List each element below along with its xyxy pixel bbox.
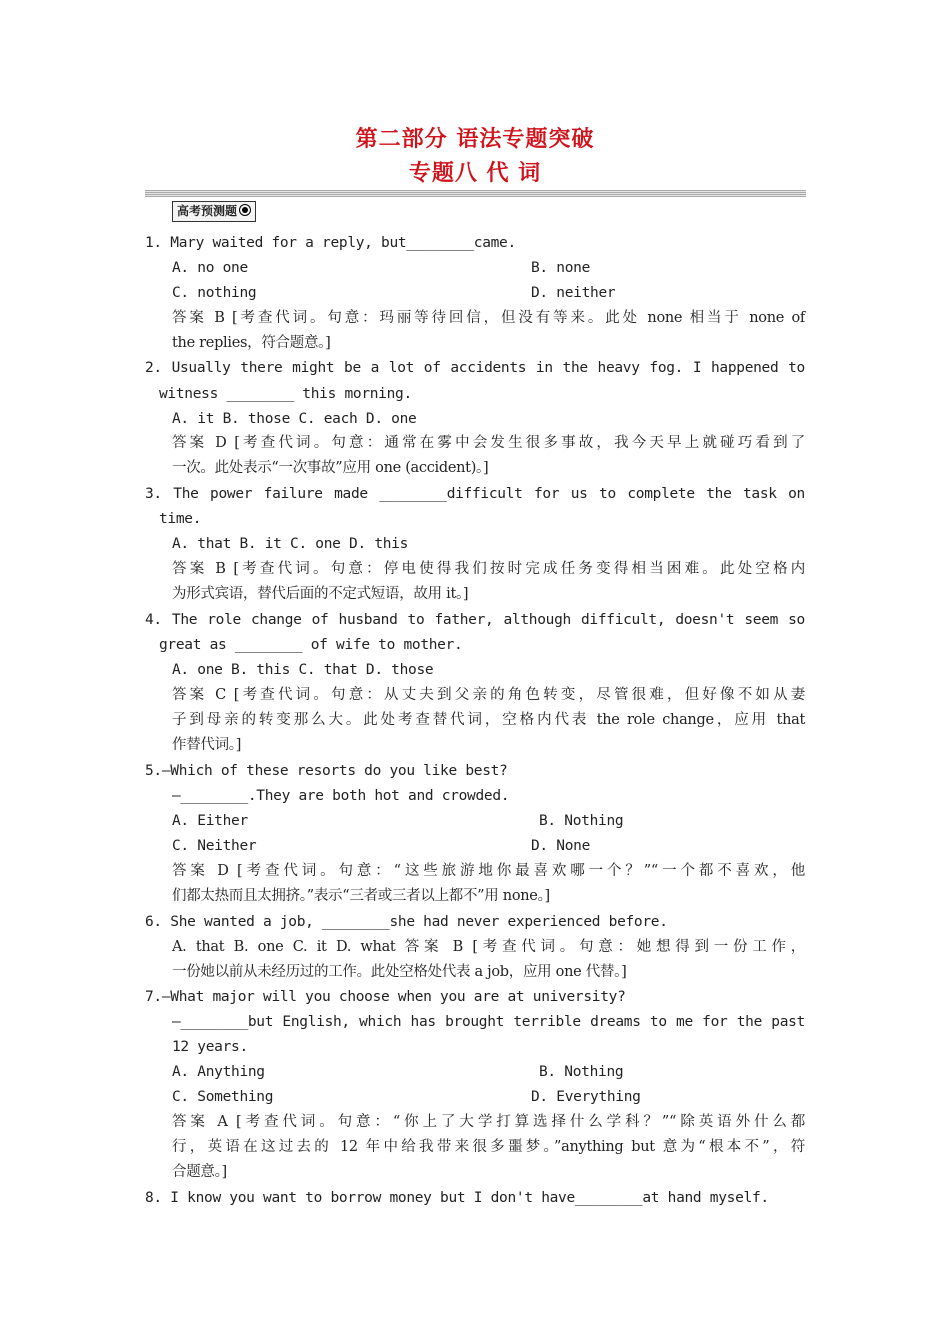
answer-line: 答案 B [考查代词。句意：停电使得我们按时完成任务变得相当困难。此处空格内 <box>172 561 805 577</box>
answer-line: 作替代词。] <box>172 737 242 753</box>
question-line: 12 years. <box>172 1039 248 1055</box>
header-divider <box>145 190 806 197</box>
badge-label: 高考预测题 <box>177 204 238 218</box>
question-line: —________.They are both hot and crowded. <box>172 788 510 804</box>
question-line: 1. Mary waited for a reply, but________came. <box>145 235 516 251</box>
answer-line: A. that B. one C. it D. what 答案 B [考查代词。句意：她想得到一份工作， <box>172 939 805 955</box>
option: A. Anything <box>172 1064 265 1080</box>
answer-line: 们都太热而且太拥挤。”表示“三者或三者以上都不”用 none。] <box>172 888 550 904</box>
question-line: 8. I know you want to borrow money but I don't have________at hand myself. <box>145 1190 769 1206</box>
option: D. Everything <box>531 1089 641 1105</box>
question-line: 5.—Which of these resorts do you like best? <box>145 763 508 779</box>
question-line: witness ________ this morning. <box>159 386 412 402</box>
topic-title: 专题八 代 词 <box>408 160 542 186</box>
question-line: time. <box>159 511 202 527</box>
option: A. no one <box>172 260 248 276</box>
bullet-icon <box>239 204 251 216</box>
answer-line: 行，英语在这过去的 12 年中给我带来很多噩梦。”anything but 意为“根本不”，符 <box>172 1139 805 1155</box>
question-line: 3. The power failure made ________difficult for us to complete the task on <box>145 486 805 502</box>
option: C. nothing <box>172 285 257 301</box>
answer-line: 答案 D [考查代词。句意：通常在雾中会发生很多事故，我今天早上就碰巧看到了 <box>172 435 805 451</box>
question-line: 4. The role change of husband to father, although difficult, doesn't seem so <box>145 612 805 628</box>
answer-line: the replies，符合题意。] <box>172 335 331 351</box>
answer-line: 一份她以前从未经历过的工作。此处空格处代表 a job，应用 one 代替。] <box>172 964 627 980</box>
question-line: —________but English, which has brought terrible dreams to me for the past <box>172 1014 805 1030</box>
answer-line: 子到母亲的转变那么大。此处考查替代词，空格内代表 the role change，应用 that <box>172 712 805 728</box>
part-title: 第二部分 语法专题突破 <box>355 126 595 152</box>
question-line: 6. She wanted a job, ________she had never experienced before. <box>145 914 668 930</box>
options-line: A. that B. it C. one D. this <box>172 536 409 552</box>
answer-line: 答案 C [考查代词。句意：从丈夫到父亲的角色转变，尽管很难，但好像不如从妻 <box>172 687 805 703</box>
answer-line: 答案 B [考查代词。句意：玛丽等待回信，但没有等来。此处 none 相当于 none of <box>172 310 805 326</box>
section-badge <box>172 201 256 222</box>
answer-line: 答案 D [考查代词。句意：“这些旅游地你最喜欢哪一个？”“一个都不喜欢，他 <box>172 863 805 879</box>
option: B. none <box>531 260 591 276</box>
option: D. neither <box>531 285 616 301</box>
answer-line: 为形式宾语，替代后面的不定式短语，故用 it。] <box>172 586 469 602</box>
option: C. Neither <box>172 838 257 854</box>
options-line: A. one B. this C. that D. those <box>172 662 434 678</box>
question-line: 2. Usually there might be a lot of accidents in the heavy fog. I happened to <box>145 360 805 376</box>
option: D. None <box>531 838 591 854</box>
option: A. Either <box>172 813 248 829</box>
answer-line: 合题意。] <box>172 1164 227 1180</box>
answer-line: 答案 A [考查代词。句意：“你上了大学打算选择什么学科？”“除英语外什么都 <box>172 1114 805 1130</box>
option: C. Something <box>172 1089 274 1105</box>
option: B. Nothing <box>539 813 624 829</box>
options-line: A. it B. those C. each D. one <box>172 411 417 427</box>
question-line: 7.—What major will you choose when you are at university? <box>145 989 626 1005</box>
question-line: great as ________ of wife to mother. <box>159 637 463 653</box>
answer-line: 一次。此处表示“一次事故”应用 one (accident)。] <box>172 460 489 476</box>
option: B. Nothing <box>539 1064 624 1080</box>
